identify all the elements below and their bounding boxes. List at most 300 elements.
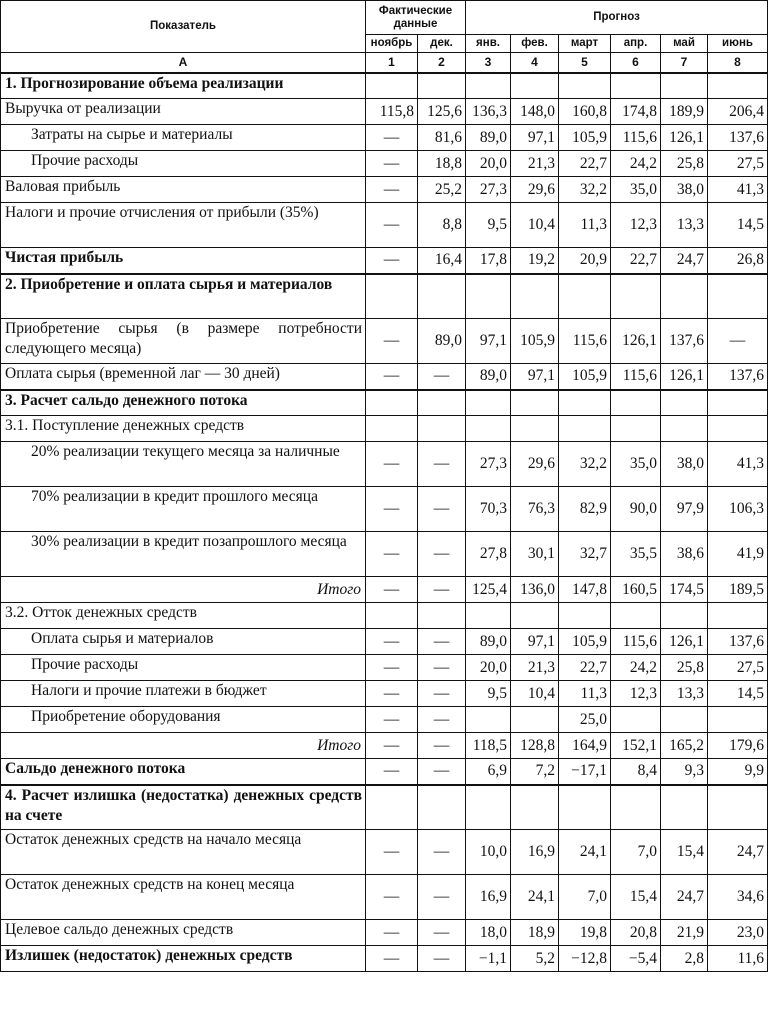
value-cell: 8,8 <box>418 203 466 248</box>
value-cell: 41,9 <box>708 532 768 577</box>
value-cell: 38,6 <box>661 532 708 577</box>
header-col-number: 5 <box>559 53 611 73</box>
value-cell: 16,4 <box>418 248 466 274</box>
table-row <box>1 603 768 629</box>
value-cell: — <box>418 681 466 707</box>
value-cell <box>559 390 611 416</box>
value-cell: 106,3 <box>708 487 768 532</box>
value-cell: — <box>366 442 418 487</box>
value-cell: 2,8 <box>661 946 708 972</box>
value-cell: 24,7 <box>661 875 708 920</box>
value-cell <box>511 707 559 733</box>
value-cell <box>611 390 661 416</box>
row-label: Остаток денежных средств на конец месяца <box>1 875 366 920</box>
value-cell <box>611 416 661 442</box>
header-col-number: 6 <box>611 53 661 73</box>
value-cell: — <box>418 364 466 390</box>
value-cell: 89,0 <box>466 364 511 390</box>
value-cell <box>418 73 466 99</box>
value-cell: 165,2 <box>661 733 708 759</box>
value-cell: 115,6 <box>611 629 661 655</box>
value-cell: 10,0 <box>466 830 511 875</box>
row-label: Налоги и прочие платежи в бюджет <box>1 681 366 707</box>
value-cell: — <box>366 707 418 733</box>
value-cell: 105,9 <box>511 319 559 364</box>
value-cell: 137,6 <box>708 125 768 151</box>
header-col-letter: А <box>1 53 366 73</box>
value-cell: 11,3 <box>559 681 611 707</box>
section-header-row <box>1 785 768 830</box>
value-cell: 34,6 <box>708 875 768 920</box>
value-cell: 22,7 <box>559 151 611 177</box>
value-cell: 97,1 <box>511 364 559 390</box>
value-cell: 9,9 <box>708 759 768 785</box>
value-cell: 90,0 <box>611 487 661 532</box>
value-cell: 89,0 <box>466 629 511 655</box>
value-cell: −5,4 <box>611 946 661 972</box>
value-cell: 23,0 <box>708 920 768 946</box>
header-month: апр. <box>611 35 661 53</box>
value-cell: 17,8 <box>466 248 511 274</box>
value-cell: 10,4 <box>511 203 559 248</box>
value-cell: 21,9 <box>661 920 708 946</box>
value-cell: 206,4 <box>708 99 768 125</box>
value-cell: 137,6 <box>708 629 768 655</box>
value-cell: 25,8 <box>661 655 708 681</box>
value-cell <box>661 274 708 319</box>
row-label: Оплата сырья (временной лаг — 30 дней) <box>1 364 366 390</box>
value-cell: 8,4 <box>611 759 661 785</box>
row-label: Чистая прибыль <box>1 248 366 274</box>
value-cell: — <box>418 577 466 603</box>
value-cell: 13,3 <box>661 681 708 707</box>
value-cell <box>661 707 708 733</box>
subtotal-row <box>1 733 768 759</box>
value-cell: 32,2 <box>559 442 611 487</box>
value-cell: — <box>418 487 466 532</box>
value-cell: 24,2 <box>611 655 661 681</box>
value-cell <box>661 390 708 416</box>
value-cell: 105,9 <box>559 125 611 151</box>
value-cell: 15,4 <box>661 830 708 875</box>
value-cell: 126,1 <box>661 125 708 151</box>
value-cell: 41,3 <box>708 177 768 203</box>
subtotal-row <box>1 577 768 603</box>
row-label: 3.1. Поступление денежных средств <box>1 416 366 442</box>
value-cell: 115,8 <box>366 99 418 125</box>
value-cell <box>466 73 511 99</box>
value-cell: 16,9 <box>511 830 559 875</box>
value-cell: 125,4 <box>466 577 511 603</box>
table-row <box>1 629 768 655</box>
value-cell <box>418 603 466 629</box>
value-cell: 32,7 <box>559 532 611 577</box>
value-cell: 97,9 <box>661 487 708 532</box>
value-cell: 97,1 <box>511 125 559 151</box>
value-cell: — <box>366 733 418 759</box>
value-cell: — <box>366 248 418 274</box>
value-cell: — <box>366 629 418 655</box>
header-month: май <box>661 35 708 53</box>
value-cell: 32,2 <box>559 177 611 203</box>
value-cell: 27,3 <box>466 177 511 203</box>
value-cell: — <box>366 830 418 875</box>
value-cell: — <box>708 319 768 364</box>
table-row <box>1 364 768 390</box>
row-label: Выручка от реализации <box>1 99 366 125</box>
value-cell <box>366 603 418 629</box>
value-cell: 105,9 <box>559 629 611 655</box>
value-cell <box>559 603 611 629</box>
value-cell: — <box>366 532 418 577</box>
header-col-number: 7 <box>661 53 708 73</box>
row-label: 3.2. Отток денежных средств <box>1 603 366 629</box>
value-cell: — <box>366 364 418 390</box>
value-cell: 9,5 <box>466 681 511 707</box>
value-cell: — <box>366 759 418 785</box>
row-label: Прочие расходы <box>1 655 366 681</box>
value-cell: 15,4 <box>611 875 661 920</box>
value-cell <box>611 603 661 629</box>
value-cell <box>559 785 611 830</box>
value-cell <box>708 785 768 830</box>
value-cell: 160,5 <box>611 577 661 603</box>
value-cell: — <box>366 920 418 946</box>
table-row <box>1 99 768 125</box>
section-header-row <box>1 73 768 99</box>
value-cell: 20,8 <box>611 920 661 946</box>
value-cell <box>418 416 466 442</box>
value-cell: 152,1 <box>611 733 661 759</box>
value-cell: −12,8 <box>559 946 611 972</box>
value-cell: 22,7 <box>611 248 661 274</box>
value-cell: 27,5 <box>708 655 768 681</box>
value-cell: 19,2 <box>511 248 559 274</box>
value-cell: — <box>418 920 466 946</box>
value-cell <box>466 707 511 733</box>
header-indicator: Показатель <box>1 1 366 53</box>
value-cell: 24,1 <box>511 875 559 920</box>
value-cell: 115,6 <box>559 319 611 364</box>
value-cell: 7,0 <box>611 830 661 875</box>
table-row <box>1 759 768 785</box>
subtotal-label: Итого <box>1 733 366 759</box>
value-cell <box>611 274 661 319</box>
value-cell: 20,0 <box>466 655 511 681</box>
value-cell: 82,9 <box>559 487 611 532</box>
value-cell: 115,6 <box>611 364 661 390</box>
value-cell: 189,9 <box>661 99 708 125</box>
value-cell: 21,3 <box>511 151 559 177</box>
value-cell: — <box>418 733 466 759</box>
value-cell: 148,0 <box>511 99 559 125</box>
value-cell: — <box>366 655 418 681</box>
header-actual: Фактические данные <box>366 1 466 35</box>
value-cell: 147,8 <box>559 577 611 603</box>
value-cell: 11,3 <box>559 203 611 248</box>
value-cell <box>466 416 511 442</box>
header-month: март <box>559 35 611 53</box>
value-cell: 128,8 <box>511 733 559 759</box>
value-cell: — <box>366 946 418 972</box>
value-cell: 27,8 <box>466 532 511 577</box>
value-cell: 38,0 <box>661 442 708 487</box>
header-col-number: 1 <box>366 53 418 73</box>
value-cell: 24,1 <box>559 830 611 875</box>
value-cell: 19,8 <box>559 920 611 946</box>
table-row <box>1 946 768 972</box>
value-cell: 14,5 <box>708 681 768 707</box>
table-row <box>1 707 768 733</box>
value-cell: — <box>418 629 466 655</box>
value-cell: 179,6 <box>708 733 768 759</box>
value-cell: 118,5 <box>466 733 511 759</box>
value-cell: 38,0 <box>661 177 708 203</box>
table-row <box>1 319 768 364</box>
value-cell: 13,3 <box>661 203 708 248</box>
subtotal-label: Итого <box>1 577 366 603</box>
value-cell <box>511 785 559 830</box>
value-cell: 18,8 <box>418 151 466 177</box>
value-cell <box>511 390 559 416</box>
value-cell <box>661 603 708 629</box>
row-label: Валовая прибыль <box>1 177 366 203</box>
value-cell <box>611 707 661 733</box>
value-cell <box>559 73 611 99</box>
section-title: 4. Расчет излишка (недостатка) денежных средств на счете <box>1 785 366 830</box>
table-row <box>1 920 768 946</box>
row-label: Затраты на сырье и материалы <box>1 125 366 151</box>
header-month: ноябрь <box>366 35 418 53</box>
value-cell: 35,0 <box>611 442 661 487</box>
value-cell: 89,0 <box>418 319 466 364</box>
header-month: янв. <box>466 35 511 53</box>
value-cell: 9,5 <box>466 203 511 248</box>
value-cell: 97,1 <box>511 629 559 655</box>
table-row <box>1 830 768 875</box>
value-cell <box>418 274 466 319</box>
value-cell <box>466 603 511 629</box>
table-row <box>1 875 768 920</box>
value-cell: 136,3 <box>466 99 511 125</box>
table-row <box>1 248 768 274</box>
value-cell: 174,5 <box>661 577 708 603</box>
value-cell: 18,0 <box>466 920 511 946</box>
value-cell <box>466 390 511 416</box>
value-cell: — <box>418 707 466 733</box>
value-cell: 189,5 <box>708 577 768 603</box>
value-cell: 97,1 <box>466 319 511 364</box>
row-label: Целевое сальдо денежных средств <box>1 920 366 946</box>
value-cell <box>366 390 418 416</box>
row-label: Приобретение оборудования <box>1 707 366 733</box>
value-cell: 164,9 <box>559 733 611 759</box>
section-title: 1. Прогнозирование объема реализации <box>1 73 366 99</box>
row-label: 70% реализации в кредит прошлого месяца <box>1 487 366 532</box>
value-cell: 29,6 <box>511 177 559 203</box>
value-cell <box>366 416 418 442</box>
section-title: 2. Приобретение и оплата сырья и материалов <box>1 274 366 319</box>
value-cell: — <box>418 532 466 577</box>
value-cell <box>661 73 708 99</box>
value-cell: — <box>418 830 466 875</box>
value-cell: — <box>418 442 466 487</box>
table-row <box>1 442 768 487</box>
value-cell: — <box>366 203 418 248</box>
value-cell: 9,3 <box>661 759 708 785</box>
table-row <box>1 655 768 681</box>
header-col-number: 4 <box>511 53 559 73</box>
value-cell: — <box>366 577 418 603</box>
header-month: фев. <box>511 35 559 53</box>
section-header-row <box>1 274 768 319</box>
value-cell <box>511 416 559 442</box>
value-cell: 70,3 <box>466 487 511 532</box>
value-cell: 35,5 <box>611 532 661 577</box>
value-cell: 21,3 <box>511 655 559 681</box>
value-cell: 81,6 <box>418 125 466 151</box>
value-cell: −1,1 <box>466 946 511 972</box>
value-cell: 174,8 <box>611 99 661 125</box>
value-cell <box>611 73 661 99</box>
value-cell: 35,0 <box>611 177 661 203</box>
value-cell <box>466 785 511 830</box>
row-label: Излишек (недостаток) денежных средств <box>1 946 366 972</box>
value-cell <box>708 603 768 629</box>
value-cell: 20,9 <box>559 248 611 274</box>
value-cell: 18,9 <box>511 920 559 946</box>
value-cell <box>708 73 768 99</box>
value-cell <box>708 390 768 416</box>
value-cell: 11,6 <box>708 946 768 972</box>
table-row <box>1 203 768 248</box>
value-cell: 30,1 <box>511 532 559 577</box>
value-cell: 126,1 <box>611 319 661 364</box>
value-cell: −17,1 <box>559 759 611 785</box>
table-body <box>1 73 768 972</box>
value-cell: — <box>366 177 418 203</box>
table-row <box>1 125 768 151</box>
value-cell: 12,3 <box>611 681 661 707</box>
table-row <box>1 487 768 532</box>
value-cell: 89,0 <box>466 125 511 151</box>
section-header-row <box>1 390 768 416</box>
value-cell <box>559 274 611 319</box>
row-label: Оплата сырья и материалов <box>1 629 366 655</box>
value-cell: 24,7 <box>708 830 768 875</box>
value-cell <box>511 73 559 99</box>
value-cell: 25,8 <box>661 151 708 177</box>
value-cell <box>366 73 418 99</box>
value-cell: 115,6 <box>611 125 661 151</box>
row-label: 30% реализации в кредит позапрошлого месяца <box>1 532 366 577</box>
value-cell: 137,6 <box>661 319 708 364</box>
header-col-number: 8 <box>708 53 768 73</box>
value-cell: — <box>366 487 418 532</box>
value-cell: — <box>366 319 418 364</box>
value-cell <box>708 707 768 733</box>
value-cell: 136,0 <box>511 577 559 603</box>
value-cell: 25,2 <box>418 177 466 203</box>
value-cell: — <box>366 681 418 707</box>
value-cell: 25,0 <box>559 707 611 733</box>
value-cell: 14,5 <box>708 203 768 248</box>
value-cell <box>511 603 559 629</box>
value-cell: 27,5 <box>708 151 768 177</box>
header-col-number: 3 <box>466 53 511 73</box>
table-row <box>1 532 768 577</box>
value-cell: 29,6 <box>511 442 559 487</box>
value-cell: — <box>418 655 466 681</box>
value-cell: 137,6 <box>708 364 768 390</box>
value-cell: 26,8 <box>708 248 768 274</box>
value-cell: 6,9 <box>466 759 511 785</box>
value-cell: 7,0 <box>559 875 611 920</box>
value-cell: 160,8 <box>559 99 611 125</box>
value-cell: 105,9 <box>559 364 611 390</box>
value-cell <box>611 785 661 830</box>
value-cell <box>708 274 768 319</box>
value-cell: 126,1 <box>661 629 708 655</box>
value-cell <box>708 416 768 442</box>
value-cell: 12,3 <box>611 203 661 248</box>
header-col-number: 2 <box>418 53 466 73</box>
value-cell <box>466 274 511 319</box>
value-cell: 126,1 <box>661 364 708 390</box>
row-label: Налоги и прочие отчисления от прибыли (35%) <box>1 203 366 248</box>
row-label: 20% реализации текущего месяца за наличные <box>1 442 366 487</box>
table-row <box>1 177 768 203</box>
value-cell: 41,3 <box>708 442 768 487</box>
value-cell: 22,7 <box>559 655 611 681</box>
value-cell <box>418 390 466 416</box>
section-title: 3. Расчет сальдо денежного потока <box>1 390 366 416</box>
value-cell: 76,3 <box>511 487 559 532</box>
value-cell: 20,0 <box>466 151 511 177</box>
value-cell: 24,7 <box>661 248 708 274</box>
row-label: Прочие расходы <box>1 151 366 177</box>
value-cell <box>559 416 611 442</box>
value-cell: 16,9 <box>466 875 511 920</box>
row-label: Остаток денежных средств на начало месяца <box>1 830 366 875</box>
table-row <box>1 416 768 442</box>
value-cell <box>366 785 418 830</box>
value-cell: — <box>418 875 466 920</box>
value-cell: 7,2 <box>511 759 559 785</box>
header-month: дек. <box>418 35 466 53</box>
value-cell: 27,3 <box>466 442 511 487</box>
value-cell: 24,2 <box>611 151 661 177</box>
header-forecast: Прогноз <box>466 1 768 35</box>
value-cell: 125,6 <box>418 99 466 125</box>
value-cell: 10,4 <box>511 681 559 707</box>
value-cell: — <box>366 125 418 151</box>
value-cell <box>661 416 708 442</box>
table-row <box>1 151 768 177</box>
value-cell: — <box>418 759 466 785</box>
value-cell: — <box>418 946 466 972</box>
value-cell: — <box>366 875 418 920</box>
value-cell <box>418 785 466 830</box>
row-label: Сальдо денежного потока <box>1 759 366 785</box>
value-cell <box>661 785 708 830</box>
value-cell <box>511 274 559 319</box>
header-month: июнь <box>708 35 768 53</box>
table-row <box>1 681 768 707</box>
value-cell <box>366 274 418 319</box>
row-label: Приобретение сырья (в размере потребности следующего месяца) <box>1 319 366 364</box>
value-cell: — <box>366 151 418 177</box>
